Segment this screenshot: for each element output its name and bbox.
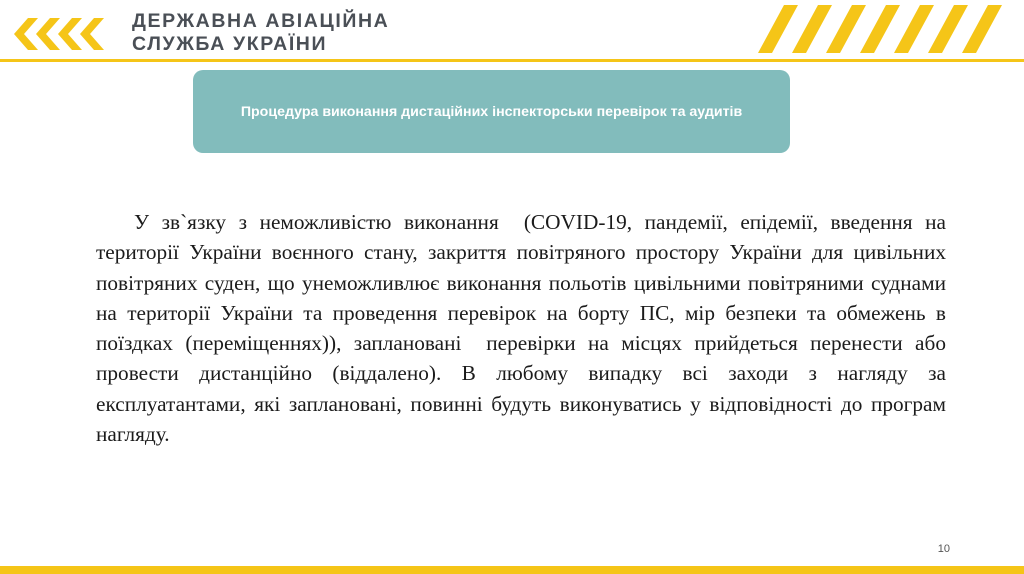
slide-title-box — [193, 70, 790, 153]
header-divider — [0, 59, 1024, 62]
org-name-line2: СЛУЖБА УКРАЇНИ — [132, 33, 328, 55]
chevron-arrows-icon — [14, 14, 122, 54]
page-number: 10 — [937, 543, 950, 555]
org-name-line1: ДЕРЖАВНА АВІАЦІЙНА — [132, 10, 390, 32]
diagonal-stripes-decoration — [758, 5, 1024, 53]
slide-body-text: У зв`язку з неможливістю виконання (COVID-19, пандемії, епідемії, введення на території України воєнного стану, закриття повітряного простору України для цивільних повітряних суден, що унеможливлює виконання польотів цивільними повітряними суднами на території України та проведення перевірок на борту ПС, мір безпеки та обмежень в поїздках (переміщеннях)), заплановані перевірки на місцях прийдеться перенести або провести дистанційно (віддалено). В любому випадку всі заходи з нагляду за експлуатантами, які заплановані, повинні будуть виконуватись у відповідності до програм нагляду. — [96, 210, 957, 447]
footer-divider — [0, 566, 1024, 574]
organization-name — [132, 10, 389, 56]
slide-title: Процедура виконання дистаційних інспекторськи перевірок та аудитів — [240, 103, 743, 120]
